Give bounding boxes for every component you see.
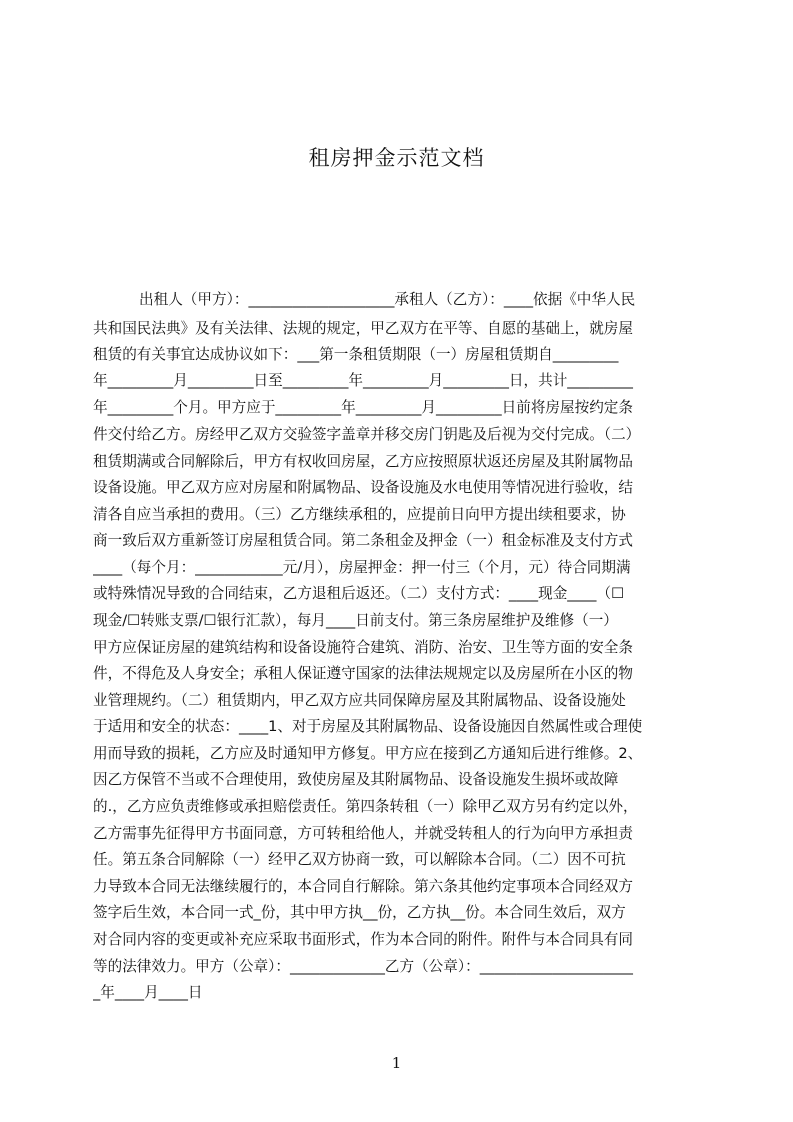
body-line: 租赁的有关事宜达成协议如下：___第一条租赁期限（一）房屋租赁期自_________ — [93, 346, 619, 363]
body-line: 乙方需事先征得甲方书面同意，方可转租给他人，并就受转租人的行为向甲方承担责 — [93, 825, 633, 842]
body-line: 清各自应当承担的费用。（三）乙方继续承租的，应提前日向甲方提出续租要求，协 — [93, 506, 626, 523]
body-line: 设备设施。甲乙双方应对房屋和附属物品、设备设施及水电使用等情况进行验收，结 — [93, 479, 633, 496]
body-line: ____（每个月：____________元/月），房屋押金：押一付三（个月，元）待合同期满 — [93, 559, 631, 576]
body-line: 签字后生效，本合同一式_份，其中甲方执__份，乙方执__份。本合同生效后，双方 — [93, 904, 626, 921]
body-line: 租赁期满或合同解除后，甲方有权收回房屋，乙方应按照原状返还房屋及其附属物品 — [93, 453, 633, 470]
page-number: 1 — [391, 1054, 402, 1072]
body-line: 出租人（甲方）：____________________承租人（乙方）：____依据《中华人民 — [139, 291, 636, 308]
body-line: 甲方应保证房屋的建筑结构和设备设施符合建筑、消防、治安、卫生等方面的安全条 — [93, 639, 633, 656]
document-title: 租房押金示范文档 — [308, 146, 485, 170]
body-line: 商一致后双方重新签订房屋租赁合同。第二条租金及押金（一）租金标准及支付方式 — [93, 532, 633, 549]
body-line: _年____月____日 — [93, 984, 203, 1001]
body-line: 件交付给乙方。房经甲乙双方交验签字盖章并移交房门钥匙及后视为交付完成。（二） — [93, 426, 641, 443]
body-line: 年_________月_________日至_________年_________月_________日，共计_________ — [93, 372, 633, 389]
body-line: 业管理规约。（二）租赁期内，甲乙双方应共同保障房屋及其附属物品、设备设施处 — [93, 692, 626, 709]
body-line: 或特殊情况导致的合同结束，乙方退租后返还。（二）支付方式：____现金____（☐ — [93, 585, 625, 602]
body-line: 等的法律效力。甲方（公章）：_____________乙方（公章）：_____________________ — [93, 958, 633, 975]
body-line: 的.，乙方应负责维修或承担赔偿责任。第四条转租（一）除甲乙双方另有约定以外， — [93, 798, 638, 815]
body-line: 于适用和安全的状态：____1、对于房屋及其附属物品、设备设施因自然属性或合理使 — [93, 718, 643, 735]
body-line: 共和国民法典》及有关法律、法规的规定，甲乙双方在平等、自愿的基础上，就房屋 — [93, 320, 633, 337]
body-line: 件，不得危及人身安全；承租人保证遵守国家的法律法规规定以及房屋所在小区的物 — [93, 665, 633, 682]
body-line: 现金/☐转账支票/☐银行汇款），每月____日前支付。第三条房屋维护及维修（一） — [93, 612, 618, 629]
body-line: 对合同内容的变更或补充应采取书面形式，作为本合同的附件。附件与本合同具有同 — [93, 931, 633, 948]
body-line: 任。第五条合同解除（一）经甲乙双方协商一致，可以解除本合同。（二）因不可抗 — [93, 851, 626, 868]
body-line: 用而导致的损耗，乙方应及时通知甲方修复。甲方应在接到乙方通知后进行维修。2、 — [93, 745, 643, 762]
body-line: 力导致本合同无法继续履行的，本合同自行解除。第六条其他约定事项本合同经双方 — [93, 878, 633, 895]
body-line: 因乙方保管不当或不合理使用，致使房屋及其附属物品、设备设施发生损坏或故障 — [93, 771, 619, 788]
body-line: 年_________个月。甲方应于_________年_________月_________日前将房屋按约定条 — [93, 399, 633, 416]
